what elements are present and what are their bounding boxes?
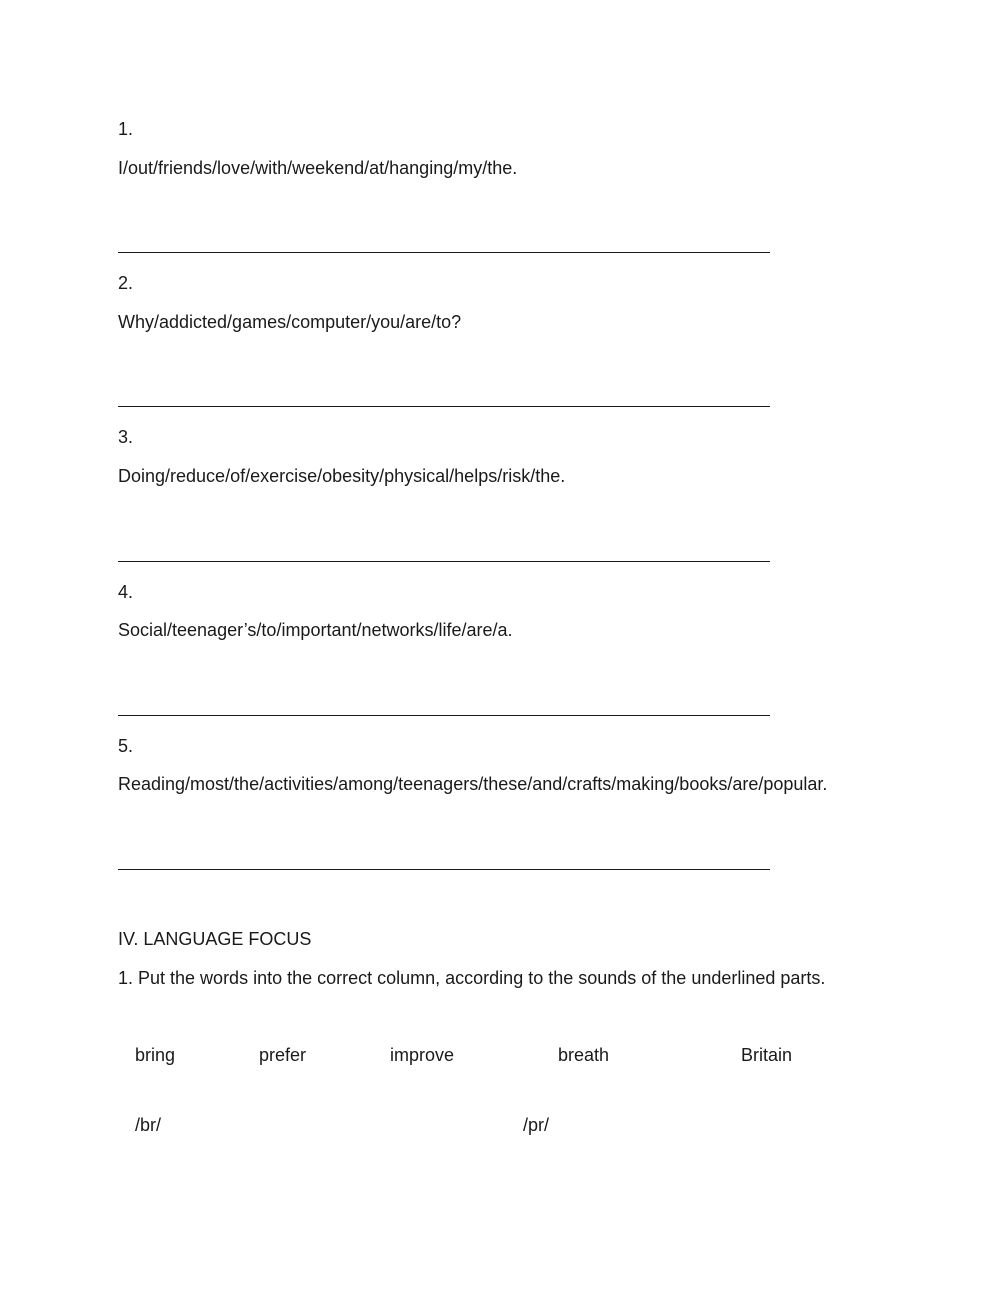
word-prefer[interactable]: prefer — [259, 1045, 307, 1065]
exercise-1-prompt: I/out/friends/love/with/weekend/at/hanging/my/the. — [118, 158, 518, 178]
exercise-2-prompt: Why/addicted/games/computer/you/are/to? — [118, 312, 462, 332]
word-breath[interactable]: breath — [558, 1045, 610, 1065]
section-heading: IV. LANGUAGE FOCUS — [118, 929, 312, 949]
exercise-2-answer-line[interactable] — [118, 406, 770, 407]
section-instruction: 1. Put the words into the correct column, according to the sounds of the underlined parts. — [118, 968, 826, 988]
exercise-5-prompt: Reading/most/the/activities/among/teenagers/these/and/crafts/making/books/are/popular. — [118, 774, 828, 794]
exercise-1-answer-line[interactable] — [118, 252, 770, 253]
column-br-header: /br/ — [135, 1115, 162, 1135]
exercise-2-number: 2. — [118, 273, 134, 293]
column-pr-header: /pr/ — [523, 1115, 550, 1135]
exercise-1-number: 1. — [118, 119, 134, 139]
exercise-5-number: 5. — [118, 736, 134, 756]
exercise-4-number: 4. — [118, 582, 134, 602]
word-britain[interactable]: Britain — [741, 1045, 793, 1065]
word-improve[interactable]: improve — [390, 1045, 455, 1065]
exercise-4-answer-line[interactable] — [118, 715, 770, 716]
word-bring[interactable]: bring — [135, 1045, 176, 1065]
exercise-4-prompt: Social/teenager’s/to/important/networks/life/are/a. — [118, 620, 513, 640]
exercise-3-answer-line[interactable] — [118, 561, 770, 562]
exercise-5-answer-line[interactable] — [118, 869, 770, 870]
exercise-3-prompt: Doing/reduce/of/exercise/obesity/physical/helps/risk/the. — [118, 466, 566, 486]
exercise-3-number: 3. — [118, 427, 134, 447]
